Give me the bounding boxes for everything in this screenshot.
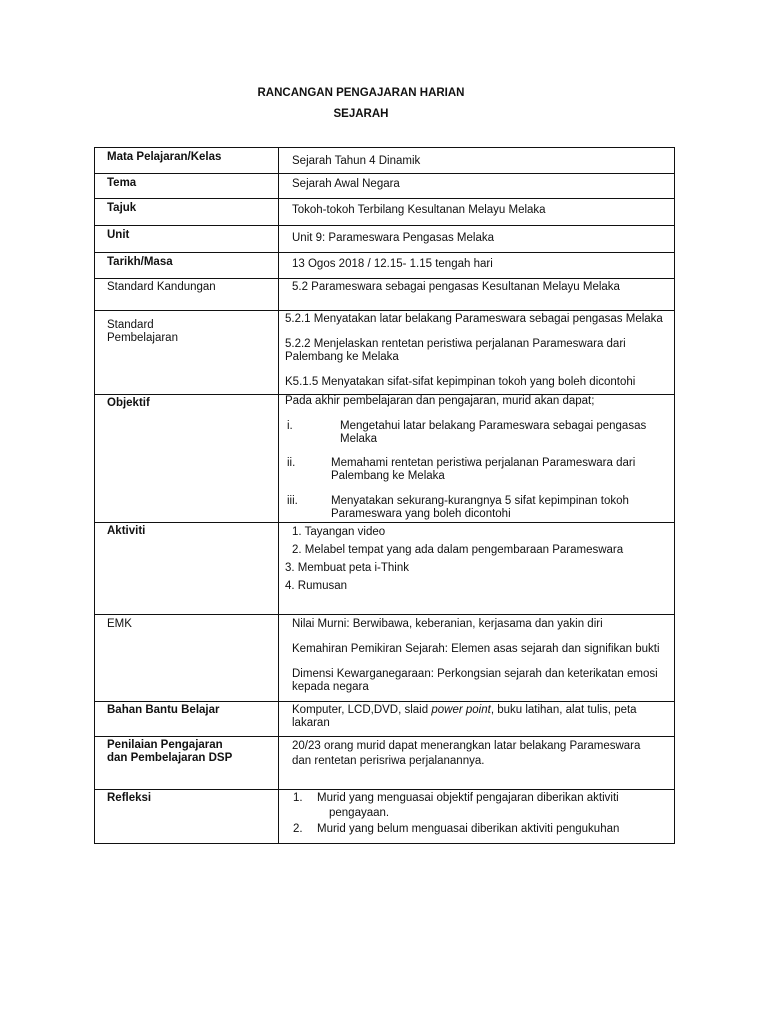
objektif-item-text: Memahami rentetan peristiwa perjalanan Parameswara dari Palembang ke Melaka	[331, 457, 636, 482]
emk-item: Nilai Murni: Berwibawa, keberanian, kerjasama dan yakin diri	[292, 618, 603, 630]
document-title: RANCANGAN PENGAJARAN HARIAN	[257, 87, 465, 99]
aktiviti-item: 1. Tayangan video	[292, 526, 386, 538]
row-emk	[95, 615, 675, 702]
objektif-item	[285, 495, 668, 521]
value-bahan-bantu	[279, 702, 675, 737]
label-standard-pembelajaran-line-2: Pembelajaran	[107, 332, 178, 344]
value-standard-pembelajaran	[279, 311, 675, 395]
label-bahan-bantu: Bahan Bantu Belajar	[95, 702, 279, 737]
refleksi-item-number: 2.	[293, 823, 303, 835]
row-mata-pelajaran	[95, 148, 675, 174]
value-mata-pelajaran: Sejarah Tahun 4 Dinamik	[279, 148, 675, 174]
bahan-bantu-text-a: Komputer, LCD,DVD, slaid	[292, 704, 432, 716]
objektif-item-number: iii.	[287, 495, 298, 507]
objektif-item-number: ii.	[287, 457, 296, 469]
penilaian-line: dan rentetan perisriwa perjalanannya.	[292, 755, 485, 767]
row-tajuk	[95, 199, 675, 226]
label-emk: EMK	[95, 615, 279, 702]
value-tarikh: 13 Ogos 2018 / 12.15- 1.15 tengah hari	[279, 253, 675, 279]
refleksi-item-number: 1.	[293, 792, 303, 804]
refleksi-item-continuation: pengayaan.	[329, 807, 390, 819]
bahan-bantu-text-b: , buku latihan, alat tulis, peta lakaran	[292, 704, 637, 729]
label-refleksi: Refleksi	[95, 790, 279, 844]
emk-item: Dimensi Kewarganegaraan: Perkongsian sejarah dan keterikatan emosi kepada negara	[292, 668, 658, 693]
label-penilaian-line-2: dan Pembelajaran DSP	[107, 752, 233, 764]
document-subject: SEJARAH	[333, 108, 389, 120]
label-aktiviti: Aktiviti	[95, 523, 279, 615]
refleksi-item-text: Murid yang belum menguasai diberikan aktiviti pengukuhan	[317, 823, 620, 835]
value-emk	[279, 615, 675, 702]
row-standard-kandungan	[95, 279, 675, 311]
standard-pembelajaran-item: 5.2.2 Menjelaskan rentetan peristiwa perjalanan Parameswara dari Palembang ke Melaka	[285, 338, 626, 363]
row-aktiviti	[95, 523, 675, 615]
row-standard-pembelajaran	[95, 311, 675, 395]
value-refleksi	[279, 790, 675, 844]
value-unit: Unit 9: Parameswara Pengasas Melaka	[279, 226, 675, 253]
objektif-item	[285, 457, 668, 483]
value-objektif	[279, 395, 675, 523]
emk-item: Kemahiran Pemikiran Sejarah: Elemen asas sejarah dan signifikan bukti	[292, 643, 660, 655]
label-standard-pembelajaran	[95, 311, 279, 395]
bahan-bantu-text	[292, 704, 668, 730]
value-standard-kandungan: 5.2 Parameswara sebagai pengasas Kesultanan Melayu Melaka	[279, 279, 675, 311]
label-tema: Tema	[95, 174, 279, 199]
label-tajuk: Tajuk	[95, 199, 279, 226]
row-objektif	[95, 395, 675, 523]
objektif-item-text: Mengetahui latar belakang Parameswara sebagai pengasas Melaka	[340, 420, 647, 445]
objektif-intro: Pada akhir pembelajaran dan pengajaran, murid akan dapat;	[285, 395, 595, 407]
row-unit	[95, 226, 675, 253]
refleksi-item	[285, 823, 668, 836]
label-objektif: Objektif	[95, 395, 279, 523]
value-tema: Sejarah Awal Negara	[279, 174, 675, 199]
standard-pembelajaran-item: 5.2.1 Menyatakan latar belakang Parameswara sebagai pengasas Melaka	[285, 313, 663, 325]
standard-pembelajaran-item: K5.1.5 Menyatakan sifat-sifat kepimpinan tokoh yang boleh dicontohi	[285, 376, 636, 388]
value-tajuk: Tokoh-tokoh Terbilang Kesultanan Melayu Melaka	[279, 199, 675, 226]
aktiviti-item: 3. Membuat peta i-Think	[285, 562, 410, 574]
value-penilaian	[279, 737, 675, 790]
aktiviti-item: 4. Rumusan	[285, 580, 348, 592]
row-penilaian	[95, 737, 675, 790]
refleksi-item-text: Murid yang menguasai objektif pengajaran diberikan aktiviti	[317, 792, 619, 804]
aktiviti-item: 2. Melabel tempat yang ada dalam pengembaraan Parameswara	[292, 544, 624, 556]
objektif-item	[285, 420, 668, 446]
label-mata-pelajaran: Mata Pelajaran/Kelas	[95, 148, 279, 174]
label-unit: Unit	[95, 226, 279, 253]
row-bahan-bantu	[95, 702, 675, 737]
label-penilaian-line-1: Penilaian Pengajaran	[107, 739, 223, 751]
lesson-plan-table	[94, 147, 675, 844]
objektif-item-text: Menyatakan sekurang-kurangnya 5 sifat kepimpinan tokoh Parameswara yang boleh dicontohi	[331, 495, 629, 520]
row-refleksi	[95, 790, 675, 844]
objektif-item-number: i.	[287, 420, 293, 432]
row-tarikh	[95, 253, 675, 279]
label-penilaian	[95, 737, 279, 790]
bahan-bantu-italic: power point	[431, 704, 491, 716]
refleksi-item	[285, 792, 668, 805]
value-aktiviti	[279, 523, 675, 615]
row-tema	[95, 174, 675, 199]
label-tarikh: Tarikh/Masa	[95, 253, 279, 279]
label-standard-kandungan: Standard Kandungan	[95, 279, 279, 311]
penilaian-line: 20/23 orang murid dapat menerangkan latar belakang Parameswara	[292, 740, 641, 752]
label-standard-pembelajaran-line-1: Standard	[107, 319, 154, 331]
